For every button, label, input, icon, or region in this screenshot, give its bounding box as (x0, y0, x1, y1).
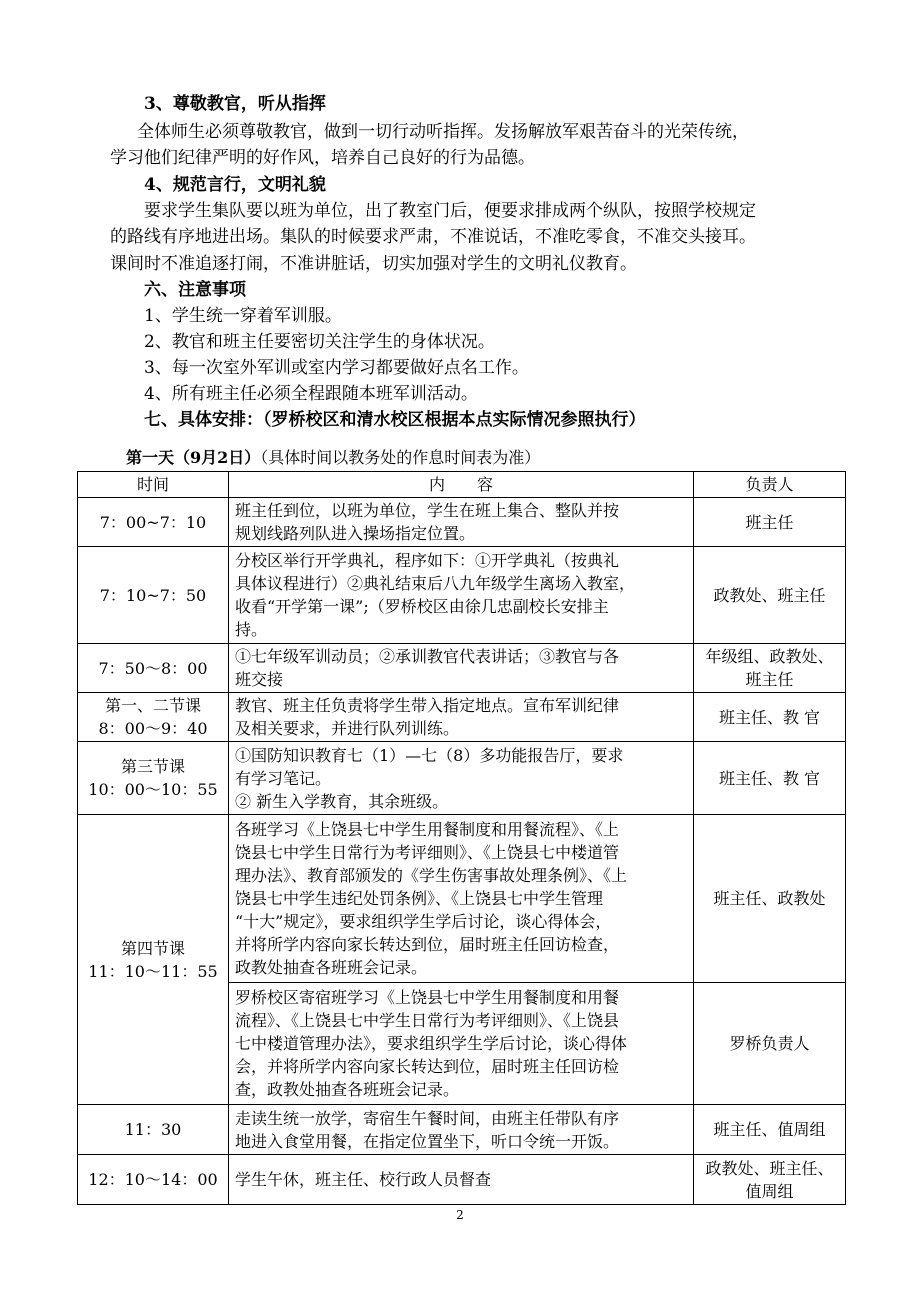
cell-line: 班主任 (745, 512, 794, 532)
section-3-title: 3、尊敬教官，听从指挥 (144, 94, 326, 114)
cell-time (78, 644, 229, 693)
cell-line: “十大”规定》，要求组织学生学后讨论，谈心得体会， (235, 912, 612, 931)
cell-line: 班主任、值周组 (713, 1120, 826, 1139)
cell-line: 政教处抽查各班班会记录。 (235, 958, 428, 977)
cell-line: 收看“开学第一课”;（罗桥校区由徐几忠副校长安排主 (235, 597, 609, 616)
table-header-row (78, 472, 846, 498)
cell-owner (694, 693, 846, 742)
cell-line: 理办法》、教育部颁发的《学生伤害事故处理条例》、《上 (235, 866, 628, 885)
cell-line: 7：50～8：00 (98, 658, 208, 678)
cell-line: 罗桥校区寄宿班学习《上饶县七中学生用餐制度和用餐 (235, 988, 620, 1007)
section-6-item: 1、学生统一穿着军训服。 (144, 306, 342, 326)
table-row (78, 547, 846, 644)
cell-time (78, 498, 229, 547)
cell-line: 第三节课 (120, 757, 185, 776)
cell-line: 学生午休，班主任、校行政人员督查 (235, 1170, 492, 1189)
cell-line: 地进入食堂用餐，在指定位置坐下，听口令统一开饭。 (235, 1131, 620, 1151)
section-6-item: 2、教官和班主任要密切关注学生的身体状况。 (144, 332, 495, 352)
table-row (78, 498, 846, 547)
cell-line: 各班学习《上饶县七中学生用餐制度和用餐流程》、《上 (235, 820, 620, 839)
section-6-title: 六、注意事项 (144, 280, 246, 300)
cell-line: 班交接 (235, 670, 284, 689)
cell-line: 班主任、教 官 (718, 707, 821, 727)
schedule-table (77, 471, 846, 1205)
cell-content (229, 815, 694, 983)
cell-line: 年级组、政教处、 (705, 647, 834, 666)
cell-content (229, 547, 694, 644)
cell-time (78, 815, 229, 1105)
section-6-item: 3、每一次室外军训或室内学习都要做好点名工作。 (144, 358, 529, 378)
header-time: 时间 (78, 472, 229, 498)
cell-line: 政教处、班主任、 (705, 1158, 834, 1178)
cell-line: ①七年级军训动员；②承训教官代表讲话；③教官与各 (235, 647, 620, 666)
cell-time (78, 742, 229, 815)
cell-owner (694, 547, 846, 644)
cell-content (229, 498, 694, 547)
cell-line: 7：00~7：10 (99, 512, 207, 532)
cell-owner (694, 644, 846, 693)
cell-owner (694, 742, 846, 815)
cell-owner (694, 1105, 846, 1155)
cell-line: 班主任 (745, 670, 794, 689)
section-7-title: 七、具体安排：（罗桥校区和清水校区根据本点实际情况参照执行） (144, 410, 646, 430)
section-4-para-line-3: 课间时不准追逐打闹，不准讲脏话，切实加强对学生的文明礼仪教育。 (110, 254, 637, 274)
cell-content (229, 1155, 694, 1205)
cell-line: 饶县七中学生日常行为考评细则》、《上饶县七中楼道管 (235, 843, 620, 862)
cell-line: 持。 (235, 620, 268, 639)
cell-line: 教官、班主任负责将学生带入指定地点。宣布军训纪律 (235, 696, 620, 715)
section-3-para-line-1: 全体师生必须尊敬教官，做到一切行动听指挥。发扬解放军艰苦奋斗的光荣传统， (137, 122, 749, 142)
table-row (78, 693, 846, 742)
cell-line: 有学习笔记。 (235, 768, 332, 788)
cell-owner (694, 815, 846, 983)
cell-time (78, 693, 229, 742)
cell-owner (694, 983, 846, 1105)
cell-line: 第四节课 (120, 938, 185, 958)
cell-line: 8：00～9：40 (98, 719, 208, 738)
cell-line: 值周组 (745, 1181, 794, 1201)
cell-content (229, 983, 694, 1105)
cell-content (229, 1105, 694, 1155)
section-4-para-line-1: 要求学生集队要以班为单位，出了教室门后，便要求排成两个纵队，按照学校规定 (144, 201, 756, 221)
cell-line: 分校区举行开学典礼，程序如下：①开学典礼（按典礼 (235, 551, 620, 570)
cell-line: 11：10～11：55 (88, 961, 218, 981)
section-4-para-line-2: 的路线有序地进出场。集队的时候要求严肃，不准说话，不准吃零食，不准交头接耳。 (110, 227, 756, 247)
cell-owner (694, 1155, 846, 1205)
table-row (78, 1155, 846, 1205)
cell-line: 第一、二节课 (104, 696, 201, 715)
cell-line: 具体议程进行）②典礼结束后八九年级学生离场入教室， (235, 574, 636, 593)
cell-line: 会，并将所学内容向家长转达到位，届时班主任回访检 (235, 1057, 620, 1076)
cell-time (78, 1105, 229, 1155)
cell-content (229, 644, 694, 693)
cell-line: 罗桥负责人 (729, 1034, 810, 1053)
cell-line: ①国防知识教育七（1）—七（8）多功能报告厅，要求 (235, 745, 624, 765)
cell-line: 12：10～14：00 (88, 1170, 218, 1189)
cell-owner (694, 498, 846, 547)
table-caption-day: 第一天（9月2日） (126, 448, 261, 467)
cell-line: 班主任到位，以班为单位，学生在班上集合、整队并按 (235, 501, 620, 520)
cell-line: 流程》、《上饶县七中学生日常行为考评细则》、《上饶县 (235, 1011, 620, 1030)
table-row (78, 815, 846, 983)
table-row (78, 742, 846, 815)
header-owner: 负责人 (694, 472, 846, 498)
cell-line: 班主任、政教处 (713, 889, 826, 908)
cell-line: 并将所学内容向家长转达到位，届时班主任回访检查， (235, 935, 620, 954)
cell-content (229, 742, 694, 815)
cell-content (229, 693, 694, 742)
table-row (78, 644, 846, 693)
section-4-title: 4、规范言行，文明礼貌 (144, 175, 326, 195)
cell-line: ② 新生入学教育，其余班级。 (235, 791, 449, 811)
section-3-para-line-2: 学习他们纪律严明的好作风，培养自己良好的行为品德。 (110, 148, 535, 168)
cell-line: 走读生统一放学，寄宿生午餐时间，由班主任带队有序 (235, 1108, 620, 1128)
cell-line: 及相关要求，并进行队列训练。 (235, 719, 460, 738)
cell-line: 饶县七中学生违纪处罚条例》、《上饶县七中学生管理 (235, 889, 604, 908)
cell-time (78, 1155, 229, 1205)
section-6-item: 4、所有班主任必须全程跟随本班军训活动。 (144, 384, 478, 404)
cell-line: 7：10~7：50 (99, 585, 207, 605)
cell-line: 班主任、教 官 (718, 768, 821, 788)
table-caption (126, 444, 540, 472)
header-content: 内 容 (229, 472, 694, 498)
table-row (78, 1105, 846, 1155)
cell-line: 10：00～10：55 (88, 780, 218, 799)
cell-line: 政教处、班主任 (713, 585, 826, 605)
cell-line: 查，政教处抽查各班班会记录。 (235, 1080, 460, 1099)
cell-time (78, 547, 229, 644)
table-caption-note: （具体时间以教务处的作息时间表为准） (260, 448, 541, 467)
cell-line: 规划线路列队进入操场指定位置。 (235, 524, 476, 543)
cell-line: 11：30 (124, 1120, 182, 1139)
cell-line: 七中楼道管理办法》，要求组织学生学后讨论，谈心得体 (235, 1034, 628, 1053)
page-number: 2 (456, 1208, 464, 1222)
